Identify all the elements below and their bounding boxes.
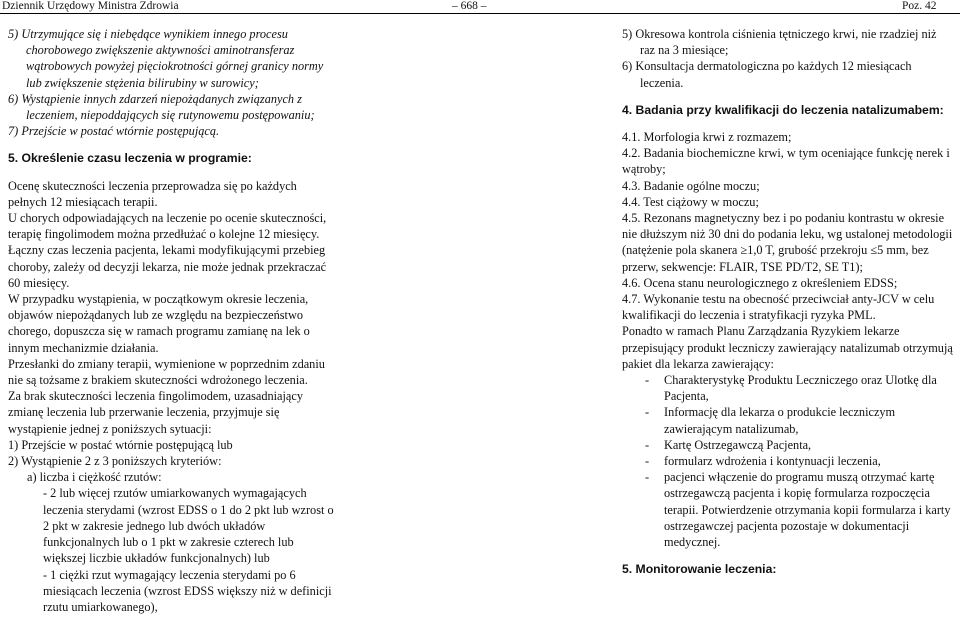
situation-2: 2) Wystąpienie 2 z 3 poniższych kryteriów:: [8, 454, 222, 469]
left-item-7: 7) Przejście w postać wtórnie postępującą.: [8, 124, 220, 139]
list-item-text: Charakterystykę Produktu Leczniczego oraz Ulotkę dla Pacjenta,: [664, 373, 937, 404]
dash-bullet: -: [645, 470, 650, 485]
list-item: [622, 404, 954, 436]
paragraph-premises: Przesłanki do zmiany terapii, wymienione w poprzednim zdaniu nie są tożsame z brakiem skuteczności wdrożonego leczenia.: [8, 356, 325, 388]
situation-1: 1) Przejście w postać wtórnie postępującą lub: [8, 437, 233, 452]
sub-criterion-1: - 2 lub więcej rzutów umiarkowanych wymagających leczenia sterydami (wzrost EDSS o 1 do 2 pkt lub wzrost o 2 pkt w zakresie jednego lub dwóch układów funkcjonalnych lub o 1 pkt w zakresie czterech lub większej liczbie układów funkcjonalnych) lub: [43, 486, 334, 566]
item-number: Poz. 42: [902, 0, 937, 12]
subsection-4-4: 4.4. Test ciążowy w moczu;: [622, 194, 759, 209]
subsection-4-2: 4.2. Badania biochemiczne krwi, w tym oceniające funkcję nerek i wątroby;: [622, 146, 950, 177]
list-item: [622, 453, 954, 469]
paragraph-risk-plan: Ponadto w ramach Planu Zarządzania Ryzykiem lekarze przepisujący produkt leczniczy zawierający natalizumab otrzymują pakiet dla lekarza zawierający:: [622, 324, 953, 371]
paragraph-effectiveness: Ocenę skuteczności leczenia przeprowadza się po każdych pełnych 12 miesiącach terapii.: [8, 178, 297, 209]
list-item: [622, 469, 954, 550]
right-column: [622, 26, 954, 578]
list-item-text: pacjenci włączenie do programu muszą otrzymać kartę ostrzegawczą pacjenta i kopię formularza rozpoczęcia terapii. Potwierdzenie otrzymania kopii formularza i karty ostrzegawczej pacjenta pozostaje w dokumentacji medycznej.: [664, 470, 951, 550]
list-item: [622, 437, 954, 453]
left-column: [8, 26, 338, 615]
dash-bullet: -: [645, 437, 650, 452]
left-item-5: 5) Utrzymujące się i niebędące wynikiem innego procesu chorobowego zwiększenie aktywności aminotransferaz wątrobowych powyżej pięciokrotności górnej granicy normy lub zwiększenie stężenia bilirubiny w surowicy;: [8, 27, 324, 90]
header-divider: [0, 13, 960, 14]
section-5-monitoring-heading: 5. Monitorowanie leczenia:: [622, 562, 777, 577]
left-item-6: 6) Wystąpienie innych zdarzeń niepożądanych związanych z leczeniem, niepoddających się rutynowemu postępowaniu;: [8, 91, 315, 123]
subsection-4-7: 4.7. Wykonanie testu na obecność przeciwciał anty-JCV w celu kwalifikacji do leczenia i stratyfikacji ryzyka PML.: [622, 292, 935, 323]
list-item: [622, 372, 954, 404]
journal-title: Dziennik Urzędowy Ministra Zdrowia: [2, 0, 179, 12]
sub-criterion-2: - 1 ciężki rzut wymagający leczenia sterydami po 6 miesiącach leczenia (wzrost EDSS większy niż w definicji rzutu umiarkowanego),: [43, 567, 332, 614]
dash-bullet: -: [645, 373, 650, 388]
paragraph-total-time: Łączny czas leczenia pacjenta, lekami modyfikującymi przebieg choroby, zależy od decyzji lekarza, nie może jednak przekraczać 60 miesięcy.: [8, 243, 327, 290]
paragraph-adverse-switch: W przypadku wystąpienia, w początkowym okresie leczenia, objawów niepożądanych lub ze względu na bezpieczeństwo chorego, dopuszcza się w ramach programu zamianę na lek o innym mechanizmie działania.: [8, 292, 310, 355]
right-item-6: 6) Konsultacja dermatologiczna po każdych 12 miesiącach leczenia.: [622, 59, 912, 90]
section-4-heading: 4. Badania przy kwalifikacji do leczenia natalizumabem:: [622, 102, 944, 117]
paragraph-ineffectiveness: Za brak skuteczności leczenia fingolimodem, uzasadniający zmianę leczenia lub przerwanie leczenia, przyjmuje się wystąpienie jednej z poniższych sytuacji:: [8, 389, 303, 436]
right-item-5: 5) Okresowa kontrola ciśnienia tętniczego krwi, nie rzadziej niż raz na 3 miesiące;: [622, 27, 937, 58]
paragraph-extension: U chorych odpowiadających na leczenie po ocenie skuteczności, terapię fingolimodem można przedłużać o kolejne 12 miesięcy.: [8, 211, 327, 242]
subsection-4-3: 4.3. Badanie ogólne moczu;: [622, 178, 760, 193]
criterion-a: a) liczba i ciężkość rzutów:: [27, 470, 162, 485]
page-number: – 668 –: [452, 0, 487, 12]
dash-bullet: -: [645, 405, 650, 420]
dash-bullet: -: [645, 454, 650, 469]
subsection-4-5: 4.5. Rezonans magnetyczny bez i po podaniu kontrastu w okresie nie dłuższym niż 30 dni do podania leku, wg ustalonej metodologii (natężenie pola skanera ≥1,0 T, grubość przekroju ≤5 mm, bez przerw, sekwencje: FLAIR, TSE PD/T2, SE T1);: [622, 211, 953, 274]
section-5-heading: 5. Określenie czasu leczenia w programie:: [8, 151, 252, 166]
subsection-4-6: 4.6. Ocena stanu neurologicznego z określeniem EDSS;: [622, 275, 898, 290]
list-item-text: formularz wdrożenia i kontynuacji leczenia,: [664, 454, 881, 469]
subsection-4-1: 4.1. Morfologia krwi z rozmazem;: [622, 130, 792, 145]
list-item-text: Kartę Ostrzegawczą Pacjenta,: [664, 437, 812, 452]
list-item-text: Informację dla lekarza o produkcie leczniczym zawierającym natalizumab,: [664, 405, 896, 436]
page-header: [0, 0, 960, 14]
